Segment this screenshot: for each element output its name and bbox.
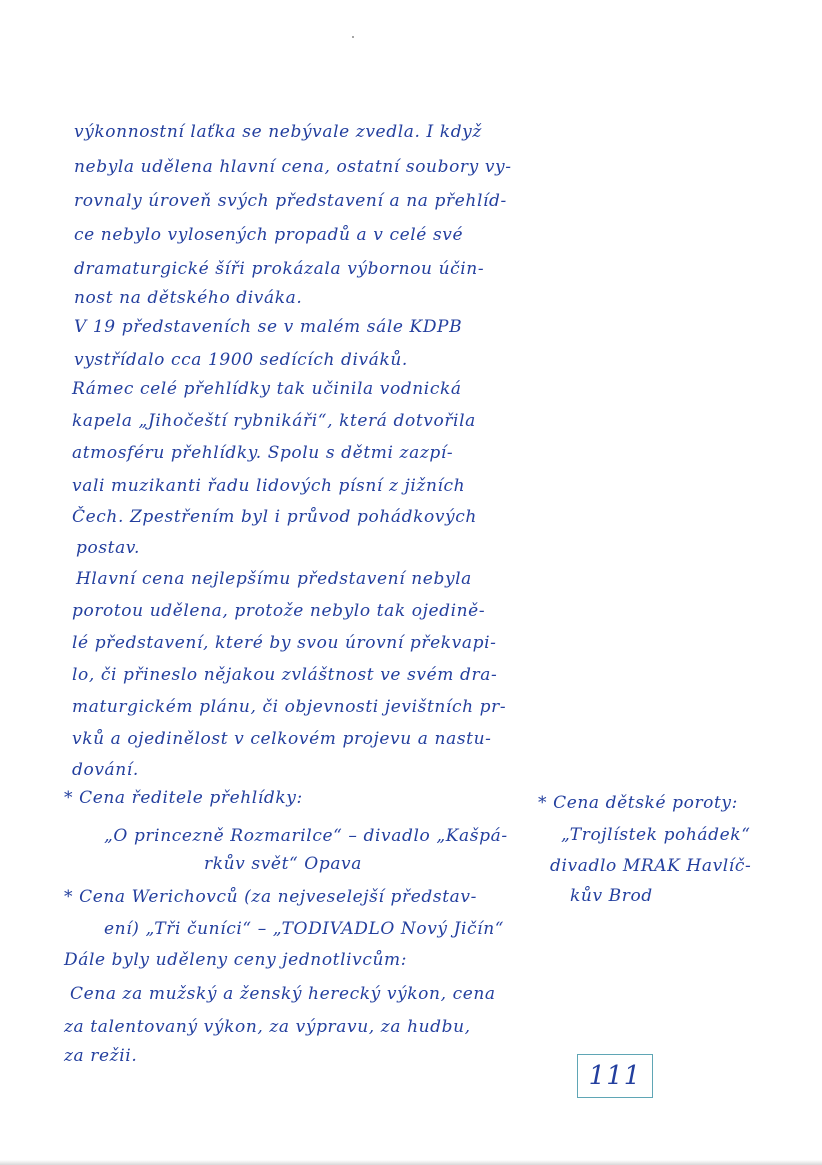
text-line: Čech. Zpestřením byl i průvod pohádkových: [72, 507, 477, 527]
award-director-line: „O princezně Rozmarilce“ – divadlo „Kašpá-: [104, 826, 508, 846]
text-line: vystřídalo cca 1900 sedících diváků.: [74, 350, 408, 370]
text-line: lo, či přineslo nějakou zvláštnost ve svém dra-: [72, 665, 498, 685]
text-line: výkonnostní laťka se nebývale zvedla. I když: [74, 122, 482, 142]
page-number: 111: [588, 1061, 642, 1091]
award-individual-heading: Dále byly uděleny ceny jednotlivcům:: [64, 950, 408, 970]
text-line: rovnaly úroveň svých představení a na přehlíd-: [74, 191, 507, 211]
text-line: dramaturgické šíři prokázala výbornou účin-: [74, 259, 485, 279]
text-line: lé představení, které by svou úrovní překvapi-: [72, 633, 497, 653]
scan-speck: [352, 36, 354, 38]
award-director-line: rkův svět“ Opava: [204, 854, 362, 874]
text-line: Rámec celé přehlídky tak učinila vodnická: [72, 379, 462, 399]
text-line: nebyla udělena hlavní cena, ostatní soubory vy-: [74, 157, 512, 177]
award-children-line: „Trojlístek pohádek“: [561, 825, 751, 845]
text-line: postav.: [76, 538, 140, 558]
page-number-box: [577, 1054, 653, 1098]
text-line: V 19 představeních se v malém sále KDPB: [74, 317, 463, 337]
text-line: kapela „Jihočeští rybnikáři“, která dotvořila: [72, 411, 476, 431]
award-prizes-line: za režii.: [64, 1046, 138, 1066]
text-line: porotou udělena, protože nebylo tak ojedině-: [72, 601, 486, 621]
text-line: vků a ojedinělost v celkovém projevu a nastu-: [72, 729, 492, 749]
text-line: ce nebylo vylosených propadů a v celé své: [74, 225, 464, 245]
award-children-line: kův Brod: [570, 886, 653, 906]
award-werich-line: * Cena Werichovců (za nejveselejší představ-: [64, 887, 477, 907]
text-line: maturgickém plánu, či objevnosti jevištních pr-: [72, 697, 507, 717]
scan-bottom-edge: [0, 1160, 822, 1165]
award-heading-director: * Cena ředitele přehlídky:: [64, 788, 303, 808]
text-line: Hlavní cena nejlepšímu představení nebyla: [76, 569, 472, 589]
text-line: atmosféru přehlídky. Spolu s dětmi zazpí-: [72, 443, 454, 463]
award-prizes-line: Cena za mužský a ženský herecký výkon, cena: [70, 984, 496, 1004]
award-werich-line: ení) „Tři čuníci“ – „TODIVADLO Nový Jičín“: [104, 919, 505, 939]
award-heading-children: * Cena dětské poroty:: [538, 793, 738, 813]
award-children-line: divadlo MRAK Havlíč-: [550, 856, 752, 876]
text-line: dování.: [72, 760, 139, 780]
award-prizes-line: za talentovaný výkon, za výpravu, za hudbu,: [64, 1017, 471, 1037]
text-line: nost na dětského diváka.: [74, 288, 303, 308]
text-line: vali muzikanti řadu lidových písní z jižních: [72, 476, 466, 496]
